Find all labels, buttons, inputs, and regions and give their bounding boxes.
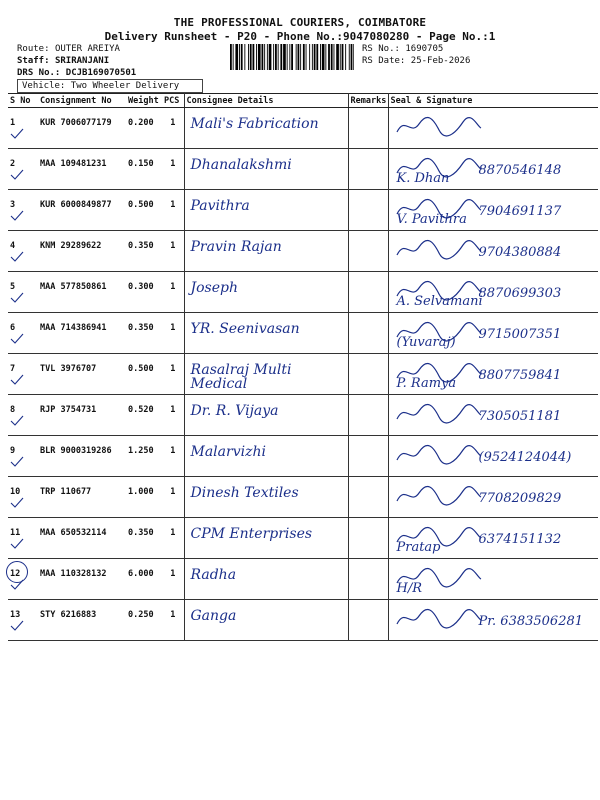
remarks-cell <box>348 231 388 272</box>
table-row <box>8 477 598 518</box>
seal-cell <box>388 600 598 641</box>
consignee-handwriting: Radha <box>190 567 237 583</box>
barcode-bar <box>345 44 346 70</box>
pcs-cell: 1 <box>162 231 184 272</box>
remarks-cell <box>348 600 388 641</box>
consignee-handwriting: Mali's Fabrication <box>190 116 319 132</box>
weight-cell: 0.250 <box>126 600 162 641</box>
barcode-bar <box>258 44 261 70</box>
signature-phone: 7305051181 <box>478 409 562 424</box>
vehicle-box <box>17 79 203 93</box>
signature-name: P. Ramya <box>396 376 457 391</box>
barcode-bar <box>250 44 252 70</box>
signature-name: (Yuvaraj) <box>396 335 456 350</box>
consignment-cell: MAA 577850861 <box>38 272 126 313</box>
sno-cell <box>8 395 38 436</box>
col-pcs: PCS <box>162 94 184 108</box>
weight-cell: 0.350 <box>126 313 162 354</box>
table-row <box>8 108 598 149</box>
consignee-handwriting: Joseph <box>190 280 238 296</box>
rs-no-label: RS No.: <box>362 44 400 54</box>
remarks-cell <box>348 272 388 313</box>
consignee-handwriting: Pavithra <box>190 198 250 214</box>
tick-mark-icon <box>10 292 24 304</box>
sno-value: 8 <box>10 405 16 415</box>
consignee-cell <box>184 518 348 559</box>
barcode-bar <box>298 44 300 70</box>
table-row <box>8 354 598 395</box>
pcs-cell: 1 <box>162 477 184 518</box>
staff-value: SRIRANJANI <box>54 56 110 66</box>
weight-cell: 0.520 <box>126 395 162 436</box>
remarks-cell <box>348 559 388 600</box>
consignee-cell <box>184 231 348 272</box>
table-row <box>8 559 598 600</box>
sno-value: 6 <box>10 323 16 333</box>
sno-cell <box>8 354 38 395</box>
seal-cell <box>388 272 598 313</box>
barcode-bar <box>353 44 354 70</box>
route-value: OUTER AREIYA <box>54 44 120 54</box>
barcode-bar <box>340 44 341 70</box>
weight-cell: 6.000 <box>126 559 162 600</box>
consignee-cell <box>184 395 348 436</box>
sno-value: 11 <box>10 528 21 538</box>
sno-value: 12 <box>10 569 21 579</box>
col-sno: S No <box>8 94 38 108</box>
barcode-bar <box>256 44 257 70</box>
consignee-cell <box>184 600 348 641</box>
route-label: Route: <box>17 44 50 54</box>
sno-value: 5 <box>10 282 16 292</box>
sno-value: 2 <box>10 159 16 169</box>
barcode-bar <box>241 44 243 70</box>
barcode-bar <box>267 44 268 70</box>
consignee-cell <box>184 272 348 313</box>
seal-cell <box>388 559 598 600</box>
barcode-bar <box>269 44 272 70</box>
barcode-bar <box>244 44 245 70</box>
barcode-bar <box>312 44 313 70</box>
barcode-bar <box>278 44 279 70</box>
table-row <box>8 600 598 641</box>
consignee-cell <box>184 477 348 518</box>
seal-cell <box>388 190 598 231</box>
signature-phone: 9715007351 <box>478 327 562 342</box>
consignment-cell: STY 6216883 <box>38 600 126 641</box>
seal-cell <box>388 395 598 436</box>
signature-name: V. Pavithra <box>396 212 467 227</box>
barcode-bar <box>300 44 301 70</box>
consignee-handwriting: Dinesh Textiles <box>190 485 299 501</box>
sno-cell <box>8 559 38 600</box>
signature-scribble-icon <box>393 237 483 261</box>
consignee-handwriting: Pravin Rajan <box>190 239 282 255</box>
rs-no-line <box>362 44 443 54</box>
remarks-cell <box>348 436 388 477</box>
drs-label: DRS No.: <box>17 68 61 78</box>
signature-scribble-icon <box>393 606 483 630</box>
table-row <box>8 272 598 313</box>
barcode-bar <box>264 44 265 70</box>
barcode-bar <box>239 44 240 70</box>
col-consignment: Consignment No <box>38 94 126 108</box>
signature-phone: 9704380884 <box>478 245 562 260</box>
tick-mark-icon <box>10 497 24 509</box>
consignment-cell: MAA 110328132 <box>38 559 126 600</box>
consignee-cell <box>184 149 348 190</box>
signature-scribble-icon <box>393 401 483 425</box>
drs-line <box>17 68 136 78</box>
remarks-cell <box>348 149 388 190</box>
barcode-bar <box>309 44 310 70</box>
barcode-bar <box>334 44 335 70</box>
sno-cell <box>8 190 38 231</box>
consignee-cell <box>184 559 348 600</box>
barcode-bar <box>331 44 333 70</box>
consignee-cell <box>184 436 348 477</box>
sno-cell <box>8 477 38 518</box>
seal-cell <box>388 149 598 190</box>
sno-cell <box>8 600 38 641</box>
tick-mark-icon <box>10 333 24 345</box>
weight-cell: 0.500 <box>126 190 162 231</box>
consignment-cell: MAA 109481231 <box>38 149 126 190</box>
pcs-cell: 1 <box>162 559 184 600</box>
route-line <box>17 44 120 54</box>
weight-cell: 0.350 <box>126 231 162 272</box>
consignment-cell: BLR 9000319286 <box>38 436 126 477</box>
tick-mark-icon <box>10 456 24 468</box>
barcode-bar <box>233 44 234 70</box>
sno-cell <box>8 108 38 149</box>
tick-mark-icon <box>10 169 24 181</box>
table-body <box>8 108 598 641</box>
tick-mark-icon <box>10 374 24 386</box>
circle-mark-icon <box>6 561 28 583</box>
sno-value: 4 <box>10 241 16 251</box>
tick-mark-icon <box>10 415 24 427</box>
weight-cell: 0.150 <box>126 149 162 190</box>
weight-cell: 0.500 <box>126 354 162 395</box>
weight-cell: 1.250 <box>126 436 162 477</box>
drs-value: DCJB169070501 <box>65 68 137 78</box>
consignment-cell: KUR 7006077179 <box>38 108 126 149</box>
barcode-bar <box>314 44 316 70</box>
runsheet-subtitle: Delivery Runsheet - P20 - Phone No.:9047080280 - Page No.:1 <box>104 30 496 43</box>
vehicle-label: Vehicle: <box>22 81 66 91</box>
consignee-handwriting-line2: Medical <box>190 376 248 392</box>
pcs-cell: 1 <box>162 190 184 231</box>
col-seal: Seal & Signature <box>388 94 598 108</box>
signature-scribble-icon <box>393 442 483 466</box>
signature-phone: 8870546148 <box>478 163 562 178</box>
seal-cell <box>388 477 598 518</box>
pcs-cell: 1 <box>162 600 184 641</box>
barcode-bar <box>280 44 282 70</box>
consignee-handwriting: Rasalraj Multi <box>190 362 292 378</box>
consignment-cell: MAA 650532114 <box>38 518 126 559</box>
table-row <box>8 149 598 190</box>
vehicle-value: Two Wheeler Delivery <box>70 81 180 91</box>
barcode-bar <box>283 44 286 70</box>
consignment-cell: TVL 3976707 <box>38 354 126 395</box>
pcs-cell: 1 <box>162 518 184 559</box>
barcode-bar <box>235 44 238 70</box>
barcode-bar <box>328 44 330 70</box>
barcode-bar <box>296 44 297 70</box>
barcode-bar <box>320 44 321 70</box>
company-name: THE PROFESSIONAL COURIERS, COIMBATORE <box>173 16 427 29</box>
seal-cell <box>388 518 598 559</box>
pcs-cell: 1 <box>162 108 184 149</box>
seal-cell <box>388 108 598 149</box>
consignment-cell: MAA 714386941 <box>38 313 126 354</box>
table-row <box>8 436 598 477</box>
signature-phone: 8870699303 <box>478 286 562 301</box>
rs-date-label: RS Date: <box>362 56 406 66</box>
sno-cell <box>8 436 38 477</box>
sno-value: 3 <box>10 200 16 210</box>
staff-line <box>17 56 109 66</box>
signature-scribble-icon <box>393 114 483 138</box>
sno-cell <box>8 313 38 354</box>
barcode-bar <box>230 44 232 70</box>
remarks-cell <box>348 190 388 231</box>
remarks-cell <box>348 477 388 518</box>
col-consignee: Consignee Details <box>184 94 348 108</box>
pcs-cell: 1 <box>162 149 184 190</box>
barcode-bar <box>291 44 293 70</box>
table-row <box>8 395 598 436</box>
table-row <box>8 231 598 272</box>
tick-mark-icon <box>10 128 24 140</box>
sno-cell <box>8 231 38 272</box>
barcode-bar <box>262 44 264 70</box>
weight-cell: 0.300 <box>126 272 162 313</box>
rs-date-line <box>362 56 470 66</box>
sno-value: 7 <box>10 364 16 374</box>
barcode-bar <box>322 44 325 70</box>
table-row <box>8 518 598 559</box>
rs-no-value: 1690705 <box>405 44 444 54</box>
barcode-bar <box>306 44 307 70</box>
barcode-bar <box>303 44 305 70</box>
barcode-bar <box>289 44 290 70</box>
signature-name: A. Selvamani <box>396 294 483 309</box>
consignment-cell: RJP 3754731 <box>38 395 126 436</box>
sno-value: 13 <box>10 610 21 620</box>
consignee-handwriting: YR. Seenivasan <box>190 321 300 337</box>
consignee-handwriting: Dhanalakshmi <box>190 157 292 173</box>
barcode-bar <box>253 44 255 70</box>
signature-name: K. Dhan <box>396 171 450 186</box>
pcs-cell: 1 <box>162 436 184 477</box>
signature-phone: 7904691137 <box>478 204 562 219</box>
signature-phone: 7708209829 <box>478 491 562 506</box>
consignee-handwriting: Malarvizhi <box>190 444 266 460</box>
barcode-bar <box>336 44 339 70</box>
sno-value: 10 <box>10 487 21 497</box>
barcode-bar <box>349 44 350 70</box>
barcode-bar <box>273 44 274 70</box>
rs-date-value: 25-Feb-2026 <box>410 56 471 66</box>
signature-phone: Pr. 6383506281 <box>478 614 584 629</box>
consignment-cell: KNM 29289622 <box>38 231 126 272</box>
barcode-bar <box>351 44 353 70</box>
sno-value: 1 <box>10 118 16 128</box>
barcode-image <box>230 44 354 70</box>
barcode-bar <box>316 44 318 70</box>
remarks-cell <box>348 395 388 436</box>
weight-cell: 0.350 <box>126 518 162 559</box>
remarks-cell <box>348 518 388 559</box>
col-remarks: Remarks <box>348 94 388 108</box>
pcs-cell: 1 <box>162 313 184 354</box>
weight-cell: 1.000 <box>126 477 162 518</box>
consignee-cell <box>184 313 348 354</box>
runsheet-table <box>8 93 598 641</box>
col-weight: Weight <box>126 94 162 108</box>
seal-cell <box>388 436 598 477</box>
remarks-cell <box>348 313 388 354</box>
table-row <box>8 313 598 354</box>
barcode-bar <box>325 44 326 70</box>
consignee-cell <box>184 108 348 149</box>
consignment-cell: TRP 110677 <box>38 477 126 518</box>
sno-cell <box>8 272 38 313</box>
pcs-cell: 1 <box>162 272 184 313</box>
consignee-handwriting: Ganga <box>190 608 237 624</box>
seal-cell <box>388 313 598 354</box>
barcode-bar <box>287 44 288 70</box>
sno-value: 9 <box>10 446 16 456</box>
tick-mark-icon <box>10 538 24 550</box>
tick-mark-icon <box>10 251 24 263</box>
sno-cell <box>8 518 38 559</box>
remarks-cell <box>348 354 388 395</box>
table-header <box>8 94 598 108</box>
consignee-handwriting: Dr. R. Vijaya <box>190 403 279 419</box>
consignee-handwriting: CPM Enterprises <box>190 526 313 542</box>
signature-name: H/R <box>396 581 423 596</box>
consignee-cell <box>184 354 348 395</box>
consignee-cell <box>184 190 348 231</box>
signature-phone: (9524124044) <box>478 450 572 465</box>
barcode-bar <box>342 44 344 70</box>
signature-phone: 8807759841 <box>478 368 562 383</box>
tick-mark-icon <box>10 210 24 222</box>
barcode-bar <box>248 44 249 70</box>
weight-cell: 0.200 <box>126 108 162 149</box>
sno-cell <box>8 149 38 190</box>
signature-name: Pratap <box>396 540 441 555</box>
seal-cell <box>388 354 598 395</box>
barcode-bar <box>275 44 277 70</box>
signature-phone: 6374151132 <box>478 532 562 547</box>
remarks-cell <box>348 108 388 149</box>
consignment-cell: KUR 6000849877 <box>38 190 126 231</box>
table-row <box>8 190 598 231</box>
signature-scribble-icon <box>393 483 483 507</box>
seal-cell <box>388 231 598 272</box>
pcs-cell: 1 <box>162 354 184 395</box>
tick-mark-icon <box>10 620 24 632</box>
pcs-cell: 1 <box>162 395 184 436</box>
staff-label: Staff: <box>17 56 50 66</box>
